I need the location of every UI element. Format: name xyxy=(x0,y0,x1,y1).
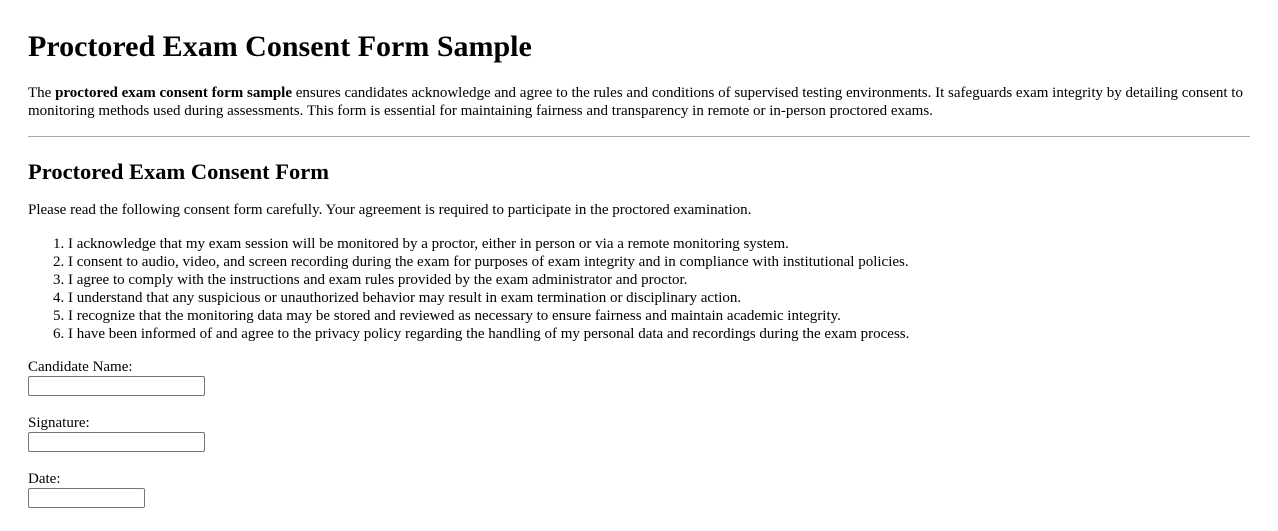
intro-paragraph xyxy=(28,84,1250,120)
candidate-name-input[interactable] xyxy=(28,376,205,396)
date-input[interactable] xyxy=(28,488,145,508)
list-item: 2. I consent to audio, video, and screen recording during the exam for purposes of exam integrity and in compliance with institutional policies. xyxy=(68,253,1250,271)
signature-input[interactable] xyxy=(28,432,205,452)
form-instructions: Please read the following consent form carefully. Your agreement is required to participate in the proctored examination. xyxy=(28,202,752,218)
signature-field-group xyxy=(28,415,1250,452)
date-label: Date: xyxy=(28,471,61,487)
candidate-name-label: Candidate Name: xyxy=(28,359,133,375)
consent-list xyxy=(28,235,1250,343)
date-field-group xyxy=(28,471,1250,508)
list-item: 4. I understand that any suspicious or unauthorized behavior may result in exam termination or disciplinary action. xyxy=(68,289,1250,307)
list-item: 6. I have been informed of and agree to the privacy policy regarding the handling of my personal data and recordings during the exam process. xyxy=(68,325,1250,343)
intro-text-rest: ensures candidates acknowledge and agree to the rules and conditions of supervised testing environments. It safeguards exam integrity by detailing consent to monitoring methods used during assessments. This form is essential for maintaining fairness and transparency in remote or in-person proctored exams. xyxy=(28,85,1243,119)
intro-bold: proctored exam consent form sample xyxy=(55,85,292,101)
page-title: Proctored Exam Consent Form Sample xyxy=(28,30,532,63)
list-item: 3. I agree to comply with the instructions and exam rules provided by the exam administrator and proctor. xyxy=(68,271,1250,289)
candidate-name-field-group xyxy=(28,359,1250,396)
divider xyxy=(28,136,1250,137)
list-item: 1. I acknowledge that my exam session will be monitored by a proctor, either in person or via a remote monitoring system. xyxy=(68,235,1250,253)
signature-label: Signature: xyxy=(28,415,90,431)
list-item: 5. I recognize that the monitoring data may be stored and reviewed as necessary to ensure fairness and maintain academic integrity. xyxy=(68,307,1250,325)
form-heading: Proctored Exam Consent Form xyxy=(28,159,329,184)
intro-text: The xyxy=(28,85,56,101)
